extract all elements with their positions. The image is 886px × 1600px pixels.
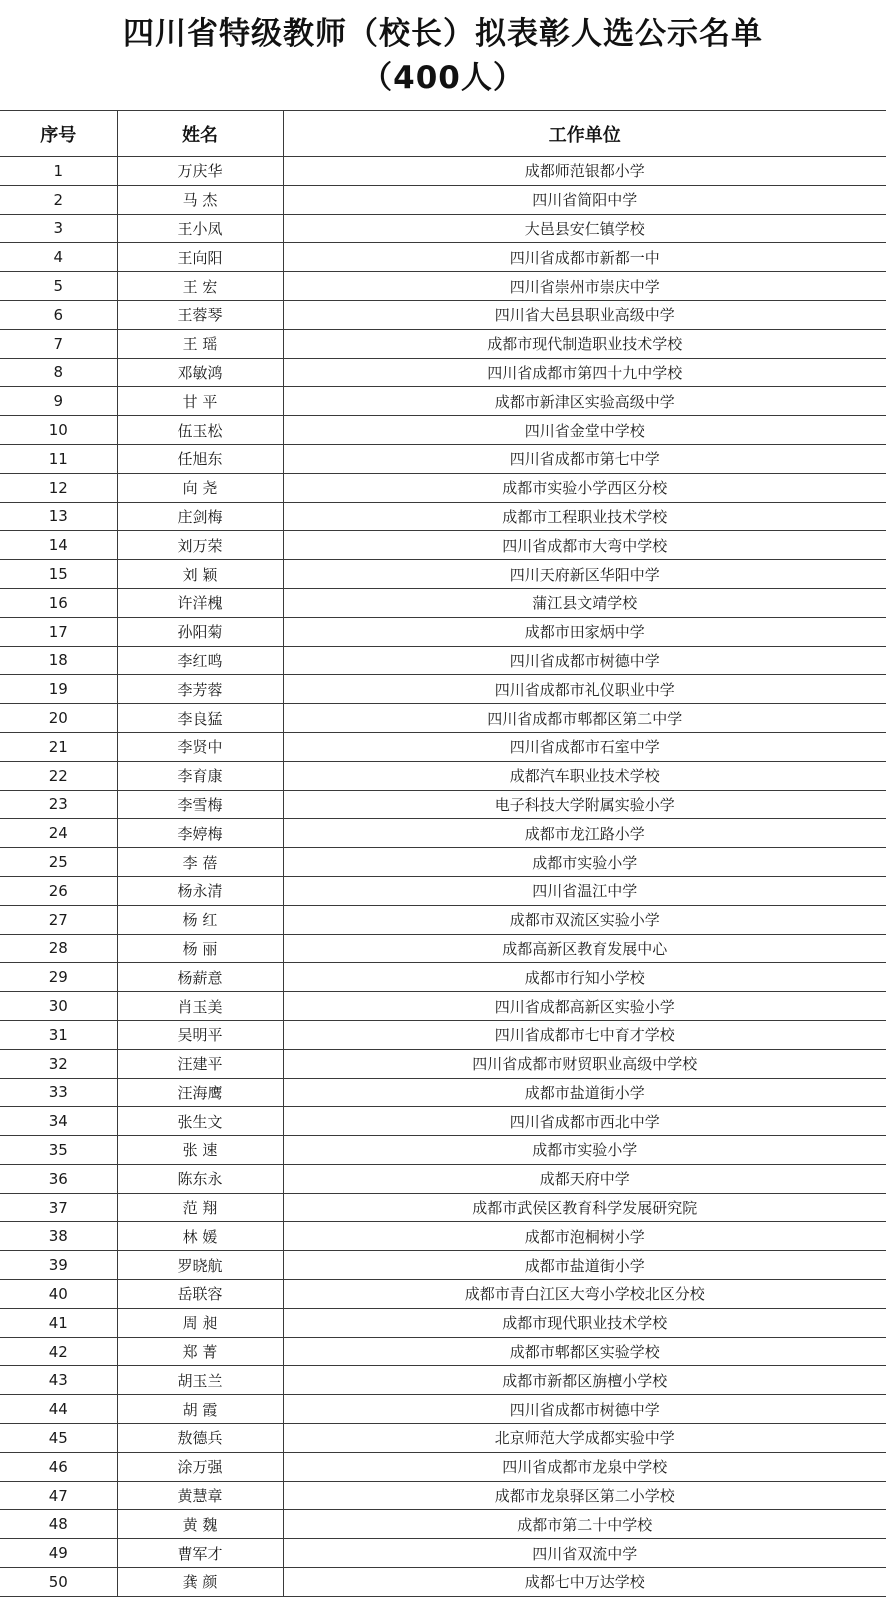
table-row — [0, 819, 886, 848]
work-unit-cell: 成都市郫都区实验学校 — [283, 1337, 886, 1366]
work-unit-cell: 四川省成都市大弯中学校 — [283, 531, 886, 560]
row-number-cell: 1 — [0, 157, 117, 186]
work-unit-cell: 四川省双流中学 — [283, 1539, 886, 1568]
person-name-cell: 杨 红 — [117, 905, 283, 934]
person-name-cell: 李婷梅 — [117, 819, 283, 848]
table-row — [0, 243, 886, 272]
person-name-cell: 杨薪意 — [117, 963, 283, 992]
table-row — [0, 1337, 886, 1366]
work-unit-cell: 成都市行知小学校 — [283, 963, 886, 992]
table-row — [0, 1481, 886, 1510]
table-row — [0, 358, 886, 387]
table-row — [0, 1280, 886, 1309]
row-number-cell: 43 — [0, 1366, 117, 1395]
work-unit-cell: 四川省成都市树德中学 — [283, 1395, 886, 1424]
person-name-cell: 王 瑶 — [117, 329, 283, 358]
row-number-cell: 21 — [0, 732, 117, 761]
person-name-cell: 向 尧 — [117, 473, 283, 502]
person-name-cell: 李红鸣 — [117, 646, 283, 675]
row-number-cell: 6 — [0, 300, 117, 329]
document-title: 四川省特级教师（校长）拟表彰人选公示名单 — [123, 16, 763, 52]
row-number-cell: 10 — [0, 416, 117, 445]
table-row — [0, 1078, 886, 1107]
row-number-cell: 19 — [0, 675, 117, 704]
row-number-cell: 45 — [0, 1424, 117, 1453]
row-number-cell: 41 — [0, 1308, 117, 1337]
row-number-cell: 44 — [0, 1395, 117, 1424]
row-number-cell: 11 — [0, 444, 117, 473]
column-header-unit: 工作单位 — [283, 111, 886, 157]
work-unit-cell: 四川省成都市第七中学 — [283, 444, 886, 473]
work-unit-cell: 成都市龙泉驿区第二小学校 — [283, 1481, 886, 1510]
work-unit-cell: 成都市武侯区教育科学发展研究院 — [283, 1193, 886, 1222]
person-name-cell: 李 蓓 — [117, 848, 283, 877]
row-number-cell: 38 — [0, 1222, 117, 1251]
work-unit-cell: 成都市龙江路小学 — [283, 819, 886, 848]
work-unit-cell: 电子科技大学附属实验小学 — [283, 790, 886, 819]
work-unit-cell: 成都市实验小学西区分校 — [283, 473, 886, 502]
person-name-cell: 黄慧章 — [117, 1481, 283, 1510]
person-name-cell: 马 杰 — [117, 185, 283, 214]
table-row — [0, 905, 886, 934]
table-row — [0, 329, 886, 358]
row-number-cell: 4 — [0, 243, 117, 272]
table-row — [0, 502, 886, 531]
table-row — [0, 272, 886, 301]
table-row — [0, 185, 886, 214]
work-unit-cell: 成都市新都区旃檀小学校 — [283, 1366, 886, 1395]
work-unit-cell: 四川省简阳中学 — [283, 185, 886, 214]
row-number-cell: 9 — [0, 387, 117, 416]
table-row — [0, 1424, 886, 1453]
work-unit-cell: 四川省成都市财贸职业高级中学校 — [283, 1049, 886, 1078]
row-number-cell: 16 — [0, 588, 117, 617]
row-number-cell: 36 — [0, 1164, 117, 1193]
person-name-cell: 李育康 — [117, 761, 283, 790]
work-unit-cell: 成都市实验小学 — [283, 1136, 886, 1165]
table-row — [0, 1049, 886, 1078]
table-row — [0, 790, 886, 819]
row-number-cell: 28 — [0, 934, 117, 963]
row-number-cell: 17 — [0, 617, 117, 646]
work-unit-cell: 成都七中万达学校 — [283, 1568, 886, 1597]
person-name-cell: 肖玉美 — [117, 992, 283, 1021]
person-name-cell: 李贤中 — [117, 732, 283, 761]
person-name-cell: 罗晓航 — [117, 1251, 283, 1280]
work-unit-cell: 成都市现代职业技术学校 — [283, 1308, 886, 1337]
column-header-name: 姓名 — [117, 111, 283, 157]
work-unit-cell: 四川省成都市石室中学 — [283, 732, 886, 761]
table-row — [0, 1193, 886, 1222]
table-row — [0, 704, 886, 733]
person-name-cell: 曹军才 — [117, 1539, 283, 1568]
row-number-cell: 47 — [0, 1481, 117, 1510]
person-name-cell: 涂万强 — [117, 1452, 283, 1481]
table-row — [0, 1568, 886, 1597]
work-unit-cell: 四川省成都市第四十九中学校 — [283, 358, 886, 387]
row-number-cell: 2 — [0, 185, 117, 214]
person-name-cell: 王向阳 — [117, 243, 283, 272]
work-unit-cell: 大邑县安仁镇学校 — [283, 214, 886, 243]
column-header-number: 序号 — [0, 111, 117, 157]
person-name-cell: 吴明平 — [117, 1020, 283, 1049]
table-row — [0, 588, 886, 617]
row-number-cell: 22 — [0, 761, 117, 790]
person-name-cell: 李芳蓉 — [117, 675, 283, 704]
person-name-cell: 王蓉琴 — [117, 300, 283, 329]
table-row — [0, 1164, 886, 1193]
person-name-cell: 庄剑梅 — [117, 502, 283, 531]
person-name-cell: 李良猛 — [117, 704, 283, 733]
table-row — [0, 300, 886, 329]
table-row — [0, 157, 886, 186]
row-number-cell: 29 — [0, 963, 117, 992]
table-row — [0, 416, 886, 445]
work-unit-cell: 成都天府中学 — [283, 1164, 886, 1193]
row-number-cell: 32 — [0, 1049, 117, 1078]
work-unit-cell: 成都市田家炳中学 — [283, 617, 886, 646]
work-unit-cell: 成都市实验小学 — [283, 848, 886, 877]
person-name-cell: 郑 菁 — [117, 1337, 283, 1366]
row-number-cell: 23 — [0, 790, 117, 819]
work-unit-cell: 四川省成都市龙泉中学校 — [283, 1452, 886, 1481]
table-row — [0, 848, 886, 877]
document-subtitle-count: （400人） — [361, 60, 525, 96]
work-unit-cell: 蒲江县文靖学校 — [283, 588, 886, 617]
table-row — [0, 1136, 886, 1165]
person-name-cell: 甘 平 — [117, 387, 283, 416]
work-unit-cell: 四川省金堂中学校 — [283, 416, 886, 445]
row-number-cell: 48 — [0, 1510, 117, 1539]
work-unit-cell: 成都市青白江区大弯小学校北区分校 — [283, 1280, 886, 1309]
work-unit-cell: 成都市盐道街小学 — [283, 1251, 886, 1280]
table-row — [0, 646, 886, 675]
row-number-cell: 30 — [0, 992, 117, 1021]
person-name-cell: 胡 霞 — [117, 1395, 283, 1424]
work-unit-cell: 成都市新津区实验高级中学 — [283, 387, 886, 416]
table-row — [0, 617, 886, 646]
row-number-cell: 12 — [0, 473, 117, 502]
work-unit-cell: 四川省成都市郫都区第二中学 — [283, 704, 886, 733]
table-row — [0, 1510, 886, 1539]
person-name-cell: 李雪梅 — [117, 790, 283, 819]
work-unit-cell: 成都师范银都小学 — [283, 157, 886, 186]
row-number-cell: 35 — [0, 1136, 117, 1165]
table-row — [0, 1308, 886, 1337]
row-number-cell: 3 — [0, 214, 117, 243]
roster-table — [0, 110, 886, 1597]
person-name-cell: 周 昶 — [117, 1308, 283, 1337]
row-number-cell: 50 — [0, 1568, 117, 1597]
person-name-cell: 张生文 — [117, 1107, 283, 1136]
person-name-cell: 范 翔 — [117, 1193, 283, 1222]
work-unit-cell: 成都市盐道街小学 — [283, 1078, 886, 1107]
person-name-cell: 杨 丽 — [117, 934, 283, 963]
table-row — [0, 444, 886, 473]
table-row — [0, 1107, 886, 1136]
table-row — [0, 963, 886, 992]
work-unit-cell: 四川省温江中学 — [283, 876, 886, 905]
work-unit-cell: 北京师范大学成都实验中学 — [283, 1424, 886, 1453]
row-number-cell: 42 — [0, 1337, 117, 1366]
work-unit-cell: 成都市现代制造职业技术学校 — [283, 329, 886, 358]
table-row — [0, 732, 886, 761]
row-number-cell: 14 — [0, 531, 117, 560]
work-unit-cell: 成都市第二十中学校 — [283, 1510, 886, 1539]
table-row — [0, 761, 886, 790]
table-row — [0, 1452, 886, 1481]
table-header-row — [0, 111, 886, 157]
table-row — [0, 1222, 886, 1251]
row-number-cell: 24 — [0, 819, 117, 848]
table-row — [0, 675, 886, 704]
work-unit-cell: 成都市工程职业技术学校 — [283, 502, 886, 531]
table-row — [0, 531, 886, 560]
table-row — [0, 387, 886, 416]
row-number-cell: 31 — [0, 1020, 117, 1049]
row-number-cell: 26 — [0, 876, 117, 905]
table-row — [0, 992, 886, 1021]
row-number-cell: 37 — [0, 1193, 117, 1222]
person-name-cell: 龚 颜 — [117, 1568, 283, 1597]
work-unit-cell: 四川省成都市新都一中 — [283, 243, 886, 272]
person-name-cell: 王小凤 — [117, 214, 283, 243]
person-name-cell: 陈东永 — [117, 1164, 283, 1193]
row-number-cell: 39 — [0, 1251, 117, 1280]
table-row — [0, 1020, 886, 1049]
person-name-cell: 敖德兵 — [117, 1424, 283, 1453]
work-unit-cell: 成都市泡桐树小学 — [283, 1222, 886, 1251]
table-body — [0, 157, 886, 1597]
person-name-cell: 汪海鹰 — [117, 1078, 283, 1107]
row-number-cell: 20 — [0, 704, 117, 733]
row-number-cell: 27 — [0, 905, 117, 934]
person-name-cell: 王 宏 — [117, 272, 283, 301]
table-row — [0, 1395, 886, 1424]
person-name-cell: 岳联容 — [117, 1280, 283, 1309]
table-row — [0, 1366, 886, 1395]
table-row — [0, 876, 886, 905]
row-number-cell: 13 — [0, 502, 117, 531]
row-number-cell: 33 — [0, 1078, 117, 1107]
work-unit-cell: 四川省崇州市崇庆中学 — [283, 272, 886, 301]
table-row — [0, 1539, 886, 1568]
row-number-cell: 40 — [0, 1280, 117, 1309]
work-unit-cell: 四川省大邑县职业高级中学 — [283, 300, 886, 329]
person-name-cell: 黄 魏 — [117, 1510, 283, 1539]
table-row — [0, 934, 886, 963]
work-unit-cell: 四川省成都市七中育才学校 — [283, 1020, 886, 1049]
table-row — [0, 473, 886, 502]
person-name-cell: 刘 颖 — [117, 560, 283, 589]
row-number-cell: 18 — [0, 646, 117, 675]
row-number-cell: 5 — [0, 272, 117, 301]
work-unit-cell: 四川省成都高新区实验小学 — [283, 992, 886, 1021]
row-number-cell: 15 — [0, 560, 117, 589]
person-name-cell: 杨永清 — [117, 876, 283, 905]
person-name-cell: 胡玉兰 — [117, 1366, 283, 1395]
row-number-cell: 46 — [0, 1452, 117, 1481]
work-unit-cell: 成都市双流区实验小学 — [283, 905, 886, 934]
person-name-cell: 汪建平 — [117, 1049, 283, 1078]
table-row — [0, 560, 886, 589]
person-name-cell: 邓敏鸿 — [117, 358, 283, 387]
person-name-cell: 任旭东 — [117, 444, 283, 473]
work-unit-cell: 四川省成都市西北中学 — [283, 1107, 886, 1136]
table-row — [0, 1251, 886, 1280]
person-name-cell: 林 媛 — [117, 1222, 283, 1251]
work-unit-cell: 成都高新区教育发展中心 — [283, 934, 886, 963]
person-name-cell: 万庆华 — [117, 157, 283, 186]
row-number-cell: 25 — [0, 848, 117, 877]
person-name-cell: 刘万荣 — [117, 531, 283, 560]
person-name-cell: 伍玉松 — [117, 416, 283, 445]
work-unit-cell: 四川天府新区华阳中学 — [283, 560, 886, 589]
row-number-cell: 7 — [0, 329, 117, 358]
person-name-cell: 孙阳菊 — [117, 617, 283, 646]
work-unit-cell: 成都汽车职业技术学校 — [283, 761, 886, 790]
work-unit-cell: 四川省成都市树德中学 — [283, 646, 886, 675]
row-number-cell: 49 — [0, 1539, 117, 1568]
row-number-cell: 34 — [0, 1107, 117, 1136]
row-number-cell: 8 — [0, 358, 117, 387]
table-row — [0, 214, 886, 243]
person-name-cell: 张 速 — [117, 1136, 283, 1165]
table-header — [0, 111, 886, 157]
person-name-cell: 许洋槐 — [117, 588, 283, 617]
work-unit-cell: 四川省成都市礼仪职业中学 — [283, 675, 886, 704]
